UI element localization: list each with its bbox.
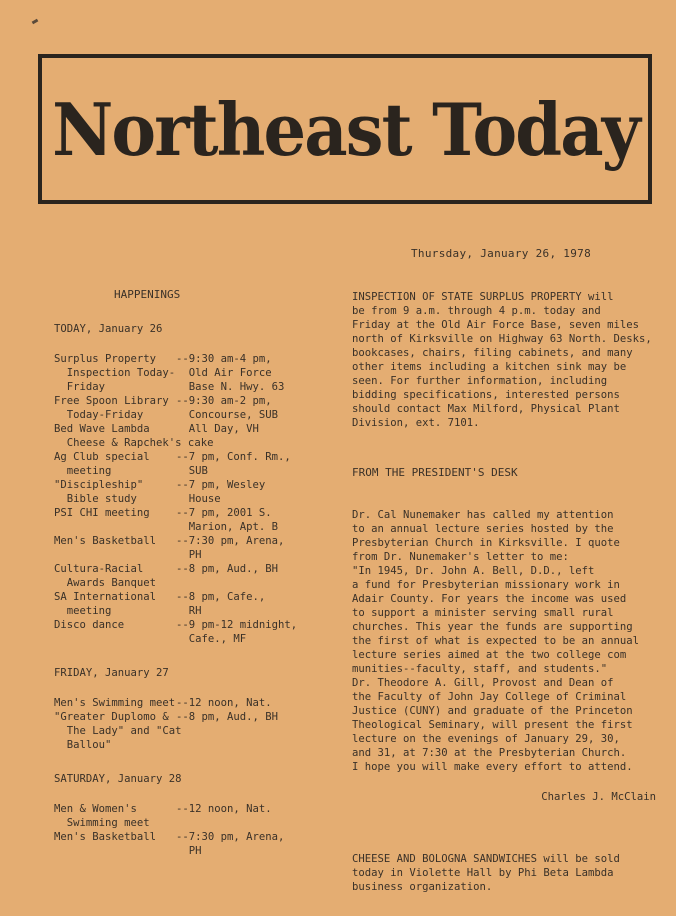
event-detail: --8 pm, Aud., BH (176, 711, 279, 723)
event-name: Surplus Property Inspection Today- Friday (54, 353, 176, 393)
event-row (54, 802, 324, 830)
event-name: "Discipleship" Bible study (54, 479, 144, 505)
event-name: Men & Women's Swimming meet (54, 803, 150, 829)
event-detail: --7 pm, Wesley House (176, 479, 266, 505)
events-friday (54, 696, 324, 752)
president-article (352, 452, 658, 818)
event-row (54, 590, 324, 618)
events-saturday (54, 802, 324, 858)
dateline: Thursday, January 26, 1978 (411, 247, 591, 260)
events-today (54, 352, 324, 646)
event-name: SA International meeting (54, 591, 157, 617)
day-heading-saturday: SATURDAY, January 28 (54, 773, 182, 785)
event-row (54, 394, 324, 422)
day-heading-friday: FRIDAY, January 27 (54, 667, 169, 679)
cheese-article: CHEESE AND BOLOGNA SANDWICHES will be sold today in Violette Hall by Phi Beta Lambda business organization. (352, 853, 620, 893)
event-row (54, 352, 324, 394)
event-detail: --8 pm, Cafe., RH (176, 591, 266, 617)
event-detail: --7:30 pm, Arena, PH (176, 831, 285, 857)
event-row (54, 422, 324, 450)
event-detail: All Day, VH (176, 423, 259, 435)
happenings-column (54, 288, 324, 878)
event-name: Men's Swimming meet (54, 697, 176, 709)
event-detail: --9:30 am-2 pm, Concourse, SUB (176, 395, 279, 421)
event-detail: --7 pm, Conf. Rm., SUB (176, 451, 291, 477)
event-name: Men's Basketball (54, 535, 157, 547)
happenings-heading: HAPPENINGS (114, 288, 181, 301)
event-detail: --12 noon, Nat. (176, 803, 272, 815)
event-row (54, 562, 324, 590)
event-detail: --7 pm, 2001 S. Marion, Apt. B (176, 507, 279, 533)
event-row (54, 506, 324, 534)
president-body: Dr. Cal Nunemaker has called my attention to an annual lecture series hosted by the Presbyterian Church in Kirksville. I quote from Dr. Nunemaker's letter to me: "In 1945, Dr. John A. Bell, D.D., left a fund for Presbyterian missionary work in Adair County. For years the income was used to support a minister serving small rural churches. This year the funds are supporting the first of what is expected to be an annual lecture series aimed at the two college com munities--faculty, staff, and students." Dr. Theodore A. Gill, Provost and Dean of the Faculty of John Jay College of Criminal Justice (CUNY) and graduate of the Princeton Theological Seminary, will present the first lecture on the evenings of January 29, 30, and 31, at 7:30 at the Presbyterian Church. I hope you will make every effort to attend. (352, 509, 640, 773)
stray-mark (32, 19, 39, 25)
event-name: "Greater Duplomo & The Lady" and "Cat Ballou" (54, 711, 182, 751)
masthead-title: Northeast Today (51, 86, 639, 172)
event-name: Men's Basketball (54, 831, 157, 843)
event-row (54, 696, 324, 710)
president-heading: FROM THE PRESIDENT'S DESK (352, 466, 518, 479)
event-row (54, 478, 324, 506)
event-name: PSI CHI meeting (54, 507, 150, 519)
event-row (54, 710, 324, 752)
masthead (38, 54, 652, 204)
event-detail: --8 pm, Aud., BH (176, 563, 279, 575)
event-name: Ag Club special meeting (54, 451, 150, 477)
event-row (54, 534, 324, 562)
event-detail: --9 pm-12 midnight, Cafe., MF (176, 619, 298, 645)
event-detail: --12 noon, Nat. (176, 697, 272, 709)
event-name: Cultura-Racial Awards Banquet (54, 563, 157, 589)
event-detail: --9:30 am-4 pm, Old Air Force Base N. Hwy. 63 (176, 353, 285, 393)
event-row (54, 830, 324, 858)
articles-column (352, 290, 658, 916)
event-detail: --7:30 pm, Arena, PH (176, 535, 285, 561)
day-heading-today: TODAY, January 26 (54, 323, 163, 335)
event-name: Disco dance (54, 619, 125, 631)
event-row (54, 450, 324, 478)
event-name: Bed Wave Lambda Cheese & Rapchek's cake (54, 423, 214, 449)
president-signature: Charles J. McClain (541, 791, 656, 803)
event-row (54, 618, 324, 646)
event-name: Free Spoon Library Today-Friday (54, 395, 169, 421)
surplus-article: INSPECTION OF STATE SURPLUS PROPERTY will be from 9 a.m. through 4 p.m. today and Friday at the Old Air Force Base, seven miles north of Kirksville on Highway 63 North. Desks, bookcases, chairs, filing cabinets, and many other items including a kitchen sink may be seen. For further information, including bidding specifications, interested persons should contact Max Milford, Physical Plant Division, ext. 7101. (352, 291, 652, 429)
